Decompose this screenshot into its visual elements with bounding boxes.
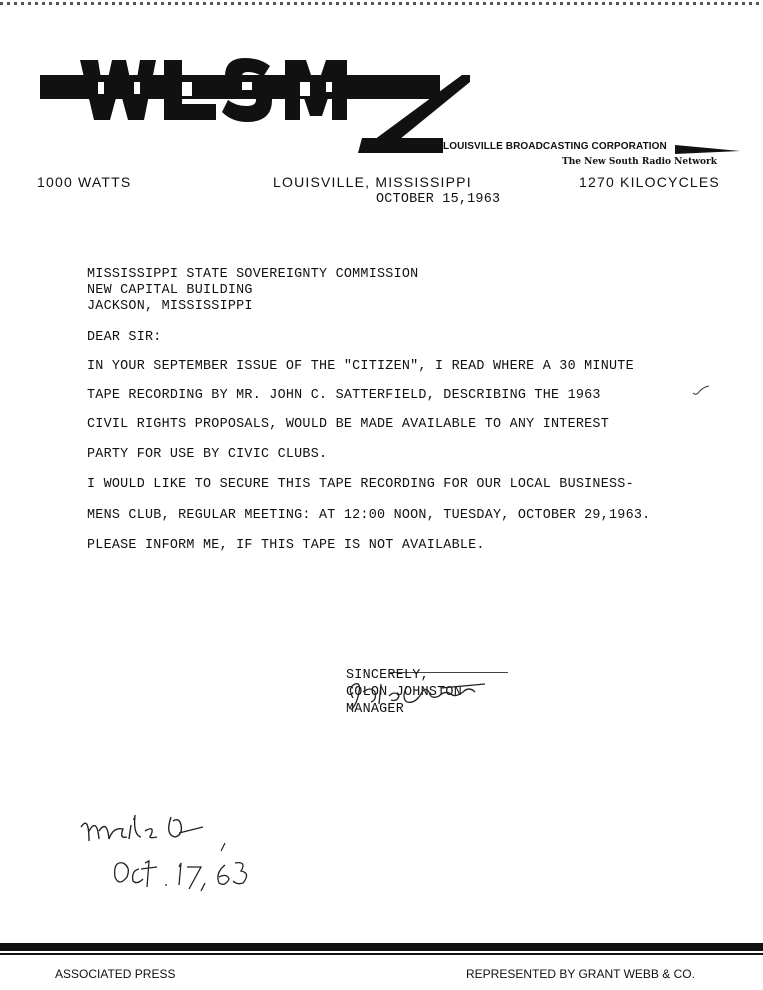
check-mark-icon (692, 385, 710, 397)
address-line: NEW CAPITAL BUILDING (87, 283, 253, 298)
address-line: MISSISSIPPI STATE SOVEREIGNTY COMMISSION (87, 267, 419, 282)
salutation: DEAR SIR: (87, 330, 162, 345)
handwritten-signature (345, 670, 495, 718)
top-border (0, 2, 763, 5)
recipient-address (87, 267, 418, 315)
station-frequency: 1270 KILOCYCLES (579, 174, 720, 190)
body-line: PLEASE INFORM ME, IF THIS TAPE IS NOT AVAILABLE. (87, 538, 485, 553)
letter-date: OCTOBER 15,1963 (376, 192, 501, 207)
body-line: MENS CLUB, REGULAR MEETING: AT 12:00 NOON, TUESDAY, OCTOBER 29,1963. (87, 508, 651, 523)
footer-rule (0, 943, 763, 951)
footer-right: REPRESENTED BY GRANT WEBB & CO. (466, 967, 695, 981)
signer-name: COLON JOHNSTON (346, 685, 462, 700)
body-line: I WOULD LIKE TO SECURE THIS TAPE RECORDING FOR OUR LOCAL BUSINESS- (87, 477, 634, 492)
closing: SINCERELY, (346, 668, 429, 683)
body-line: PARTY FOR USE BY CIVIC CLUBS. (87, 447, 328, 462)
address-line: JACKSON, MISSISSIPPI (87, 299, 253, 314)
network-name: The New South Radio Network (562, 157, 718, 167)
wlsm-logo (40, 42, 740, 157)
footer-left: ASSOCIATED PRESS (55, 967, 176, 981)
handwritten-mailed-note (75, 805, 265, 900)
body-line: IN YOUR SEPTEMBER ISSUE OF THE "CITIZEN", I READ WHERE A 30 MINUTE (87, 359, 634, 374)
body-line: TAPE RECORDING BY MR. JOHN C. SATTERFIELD, DESCRIBING THE 1963 (87, 388, 601, 403)
footer-rule-thin (0, 953, 763, 955)
body-line: CIVIL RIGHTS PROPOSALS, WOULD BE MADE AVAILABLE TO ANY INTEREST (87, 417, 609, 432)
corporation-name: LOUISVILLE BROADCASTING CORPORATION (443, 141, 667, 152)
station-power: 1000 WATTS (37, 174, 132, 190)
station-city: LOUISVILLE, MISSISSIPPI (273, 174, 472, 190)
signer-title: MANAGER (346, 702, 404, 717)
